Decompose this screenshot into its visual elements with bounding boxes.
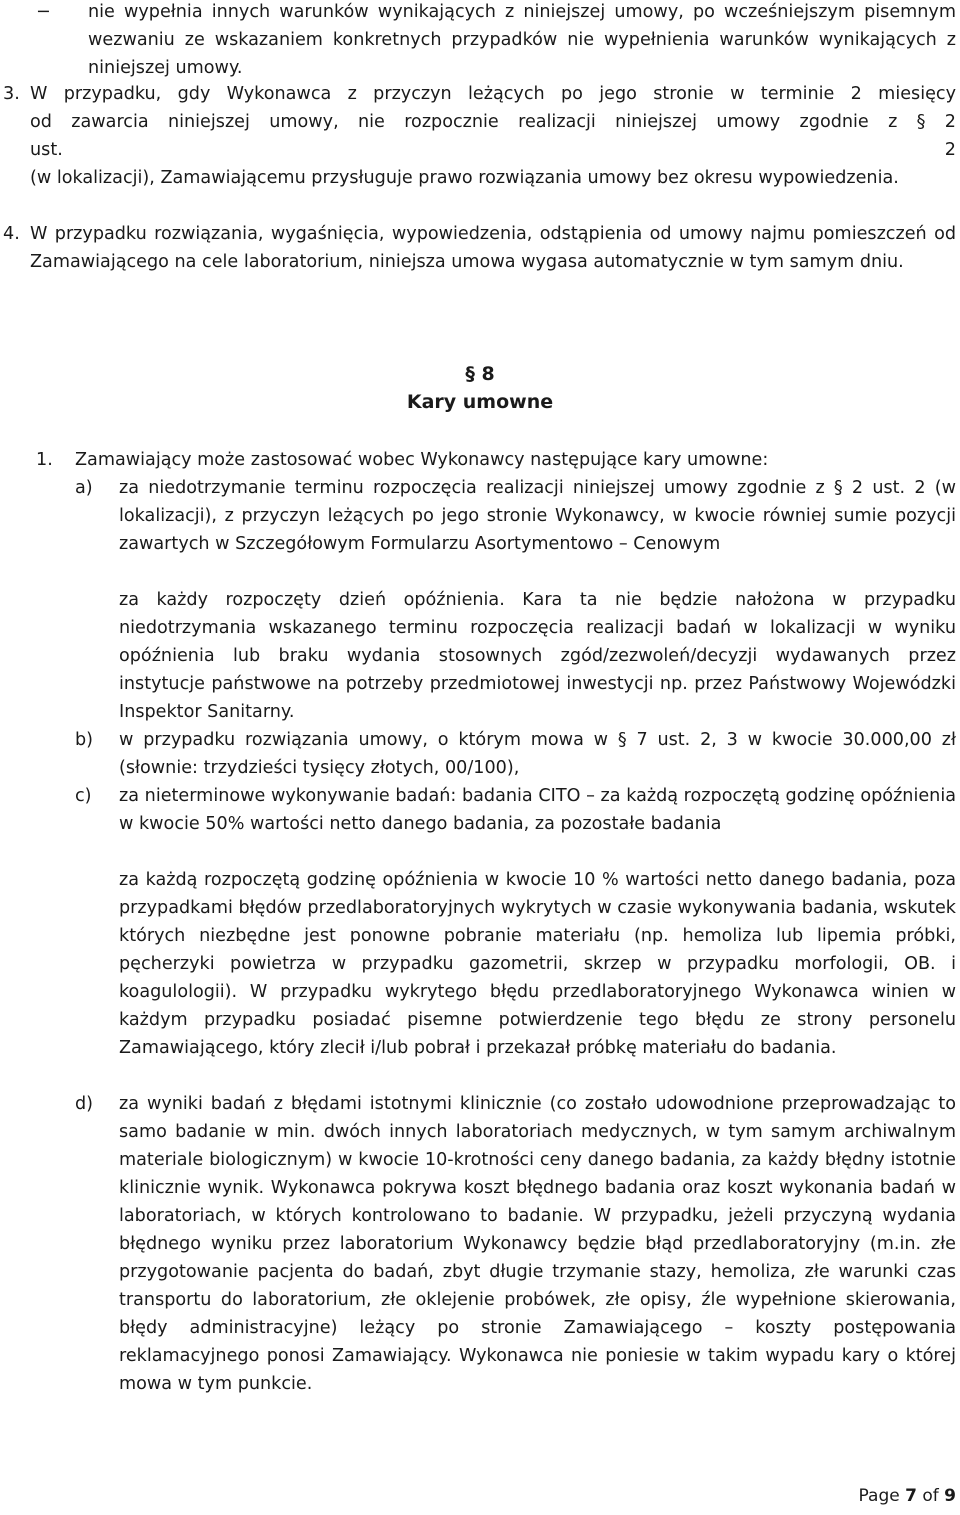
footer-page-total: 9 — [944, 1486, 956, 1506]
item-d-paragraph: za wyniki badań z błędami istotnymi klinicznie (co zostało udowodnione przeprowadzając to samo badanie w min. dwóch innych laboratoriach medycznych, w tym samym archiwalnym materiale biologicznym) w kwocie 10-krotności ceny danego badania, za każdy błędny istotnie klinicznie wynik. Wykonawca pokrywa koszt błędnego badania oraz koszt wykonania badań w laboratoriach, w których kontrolowano to badanie. W przypadku, jeżeli przyczyną wydania błędnego wyniku przez laboratorium Wykonawcy będzie błąd przedlaboratoryjny (m.in. złe przygotowanie pacjenta do badań, zbyt długie trzymanie stazy, hemoliza, złe warunki czas transportu do laboratorium, złe oklejenie probówek, złe opisy, źle wypełnione skierowania, błędy administracyjne) leżący po stronie Zamawiającego – koszty postępowania reklamacyjnego ponosi Zamawiający. Wykonawca nie poniesie w takim wypadu kary o której mowa w tym punkcie. — [119, 1094, 956, 1394]
item-c-paragraph-1: za nieterminowe wykonywanie badań: badania CITO – za każdą rozpoczętą godzinę opóźnienia w kwocie 50% wartości netto danego badania, za pozostałe badania — [119, 786, 956, 834]
item-c-paragraph-2: za każdą rozpoczętą godzinę opóźnienia w kwocie 10 % wartości netto danego badania, poza przypadkami błędów przedlaboratoryjnych wykrytych w czasie wykonywania badania, wskutek których niezbędne jest ponowne pobranie materiału (np. hemoliza lub lipemia próbki, pęcherzyki powietrza w przypadku gazometrii, skrzep w przypadku morfologii, OB. i koagulologii). W przypadku wykrytego błędu przedlaboratoryjnego Wykonawca winien w każdym przypadku posiadać pisemne potwierdzenie tego błędu ze strony personelu Zamawiającego, który zlecił i/lub pobrał i przekazał próbkę materiału do badania. — [119, 870, 956, 1058]
paragraph-item3-line1: W przypadku, gdy Wykonawca z przyczyn leżących po jego stronie w terminie 2 miesięcy — [30, 84, 956, 104]
item-number-3: 3. — [3, 84, 20, 104]
item-label-b: b) — [75, 730, 94, 750]
item-label-d: d) — [75, 1094, 94, 1114]
paragraph-item3-line2: od zawarcia niniejszej umowy, nie rozpocznie realizacji niniejszej umowy zgodnie z § 2 — [30, 112, 956, 132]
list-marker: − — [36, 2, 51, 22]
footer-page-current: 7 — [905, 1486, 917, 1506]
footer-of-word: of — [922, 1486, 939, 1506]
footer-page-word: Page — [858, 1486, 900, 1506]
item-a-paragraph-2: za każdy rozpoczęty dzień opóźnienia. Kara ta nie będzie nałożona w przypadku niedotrzymania wskazanego terminu rozpoczęcia realizacji badań w lokalizacji w wyniku opóźnienia lub braku wydania stosownych zgód/zezwoleń/decyzji wydawanych przez instytucje państwowe na potrzeby przedmiotowej inwestycji np. przez Państwowy Wojewódzki Inspektor Sanitarny. — [119, 590, 956, 722]
paragraph-top-item: nie wypełnia innych warunków wynikających z niniejszej umowy, po wcześniejszym pisemnym wezwaniu ze wskazaniem konkretnych przypadków nie wypełnienia warunków wynikających z niniejszej umowy. — [88, 2, 956, 78]
section-symbol: § 8 — [465, 363, 495, 385]
item-label-a: a) — [75, 478, 93, 498]
item-b-paragraph: w przypadku rozwiązania umowy, o którym mowa w § 7 ust. 2, 3 w kwocie 30.000,00 zł (słownie: trzydzieści tysięcy złotych, 00/100), — [119, 730, 956, 778]
page-footer — [859, 1486, 956, 1506]
paragraph-item4: W przypadku rozwiązania, wygaśnięcia, wypowiedzenia, odstąpienia od umowy najmu pomieszczeń od Zamawiającego na cele laboratorium, niniejsza umowa wygasa automatycznie w tym samym dniu. — [30, 224, 956, 272]
paragraph-item3-line4: (w lokalizacji), Zamawiającemu przysługuje prawo rozwiązania umowy bez okresu wypowiedzenia. — [30, 168, 899, 188]
section-title: Kary umowne — [406, 391, 554, 413]
clause1-text: Zamawiający może zastosować wobec Wykonawcy następujące kary umowne: — [75, 450, 769, 470]
item-a-paragraph-1: za niedotrzymanie terminu rozpoczęcia realizacji niniejszej umowy zgodnie z § 2 ust. 2 (w lokalizacji), z przyczyn leżących po jego stronie Wykonawcy, w kwocie równiej sumie pozycji zawartych w Szczegółowym Formularzu Asortymentowo – Cenowym — [119, 478, 956, 554]
clause-number-1: 1. — [36, 450, 53, 470]
paragraph-item3-line3: ust. 2 — [30, 140, 956, 160]
item-number-4: 4. — [3, 224, 20, 244]
item-label-c: c) — [75, 786, 92, 806]
